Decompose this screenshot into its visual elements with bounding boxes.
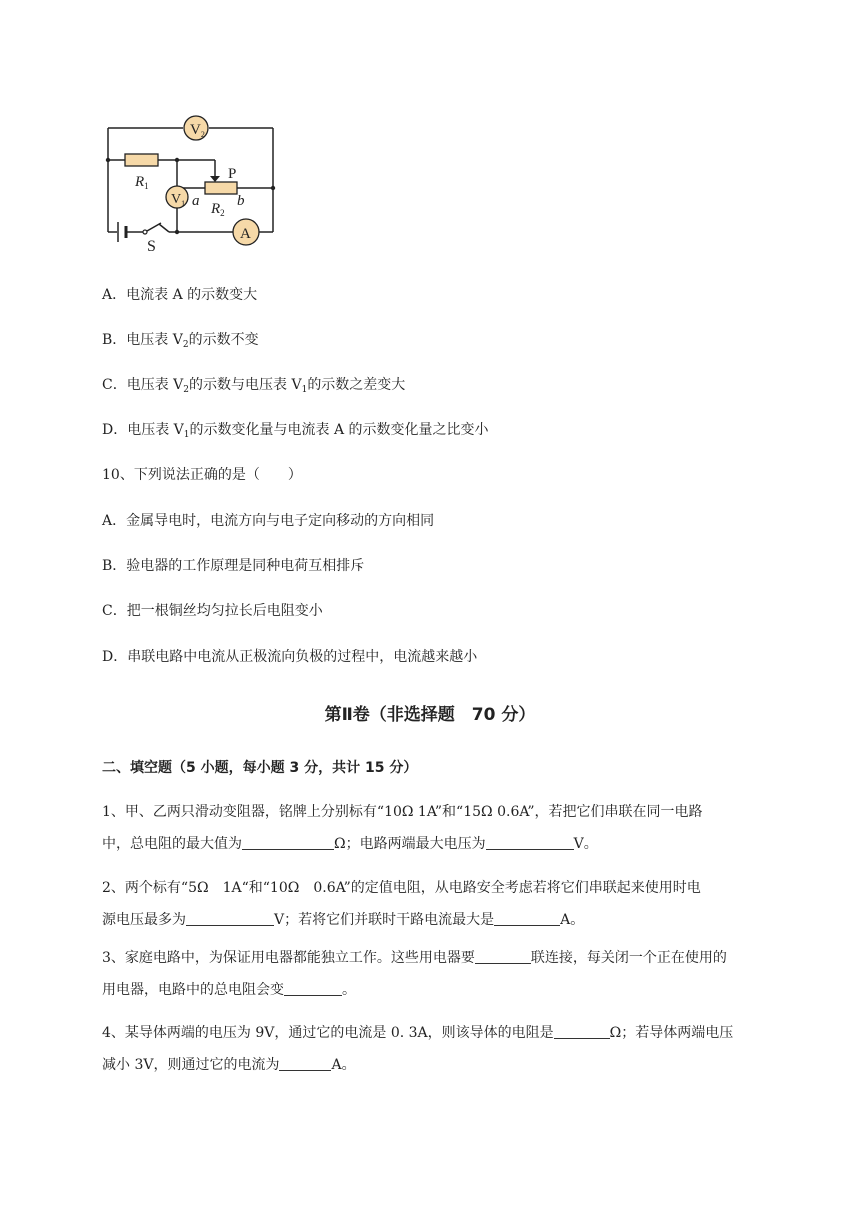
option-text: 的示数之差变大 [307,377,406,393]
rheostat-r2-icon [205,182,237,194]
question-text: Ω；若导体两端电压 [609,1025,734,1041]
q10-option-d: D．串联电路中电流从正极流向负极的过程中，电流越来越小 [102,649,478,665]
v2-sub: 2 [200,130,205,139]
part2-title: 第Ⅱ卷（非选择题 70 分） [324,705,536,725]
question-text: 源电压最多为 [102,912,186,928]
question-text: 用电器，电路中的总电阻会变 [102,982,284,998]
question-text: A。 [331,1057,356,1073]
answer-blank[interactable] [242,835,334,850]
option-letter: A． [102,287,127,303]
svg-text:R1 [134,174,149,191]
question-text: 4、某导体两端的电压为 9V，通过它的电流是 0. 3A，则该导体的电阻是 [102,1025,554,1041]
subscript: 1 [301,385,308,395]
fill-question-3 [102,942,802,1006]
question-text: 2、两个标有“5Ω 1A“和“10Ω 0.6A”的定值电阻，从电路安全考虑若将它们串联起来使用时电 [102,880,701,896]
question-text: 。 [342,982,356,998]
question-text: V。 [573,836,598,852]
section-title: 二、填空题（5 小题，每小题 3 分，共计 15 分） [102,760,418,776]
q10-option-c: C．把一根铜丝均匀拉长后电阻变小 [102,603,323,619]
question-text: 减小 3V，则通过它的电流为 [102,1057,280,1073]
option-text: 电压表 V [126,332,183,348]
circuit-diagram [95,110,295,260]
resistor-r1-icon [125,154,158,166]
battery-icon [118,222,126,242]
q9-option-c [102,375,405,400]
option-text: 的示数与电压表 V [189,377,302,393]
r2-label: R [211,201,221,217]
answer-blank[interactable] [279,1056,331,1071]
question-text: 中，总电阻的最大值为 [102,836,242,852]
v1-sub: 1 [181,199,186,208]
v2-label: V [190,122,201,138]
question-text: 3、家庭电路中，为保证用电器都能独立工作。这些用电器要 [102,950,475,966]
question-text: 联连接，每关闭一个正在使用的 [530,950,727,966]
q10-stem: 10、下列说法正确的是（ ） [102,467,302,483]
q9-option-b [102,330,259,355]
answer-blank[interactable] [186,911,274,926]
option-letter: B． [102,332,127,348]
option-text: 的示数变化量与电流表 A 的示数变化量之比变小 [189,422,489,438]
option-text: 电压表 V [126,377,184,393]
r2-sub: 2 [220,208,225,218]
option-letter: D． [102,422,128,438]
answer-blank[interactable] [284,981,342,996]
end-a-label: a [192,193,200,209]
slider-arrow-icon [210,176,220,182]
fill-question-1 [102,796,802,860]
r1-sub: 1 [144,181,149,191]
q9-option-a [102,285,257,305]
slider-label: P [228,166,237,182]
q10-option-a: A．金属导电时，电流方向与电子定向移动的方向相同 [102,513,435,529]
option-text: 电压表 V [127,422,184,438]
answer-blank[interactable] [554,1024,610,1039]
v1-label: V [171,192,182,207]
q9-option-d [102,420,489,445]
question-text: 1、甲、乙两只滑动变阻器，铭牌上分别标有“10Ω 1A”和“15Ω 0.6A”，若把它们串联在同一电路 [102,804,703,820]
answer-blank[interactable] [486,835,574,850]
svg-text:R2 [210,201,225,218]
ammeter-label: A [240,226,251,242]
subscript: 1 [183,430,190,440]
fill-question-4 [102,1017,802,1081]
question-text: A。 [560,912,585,928]
question-text: V；若将它们并联时干路电流最大是 [274,912,495,928]
subscript: 2 [183,385,190,395]
switch-label: S [147,238,156,255]
option-text: 电流表 A 的示数变大 [126,287,258,303]
end-b-label: b [237,193,245,209]
subscript: 2 [182,340,189,350]
fill-question-2 [102,872,802,936]
option-text: 的示数不变 [188,332,259,348]
option-letter: C． [102,377,127,393]
question-text: Ω；电路两端最大电压为 [334,836,486,852]
switch-icon [143,223,161,255]
r1-label: R [135,174,145,190]
q10-option-b: B．验电器的工作原理是同种电荷互相排斥 [102,558,365,574]
answer-blank[interactable] [475,949,531,964]
answer-blank[interactable] [494,911,560,926]
